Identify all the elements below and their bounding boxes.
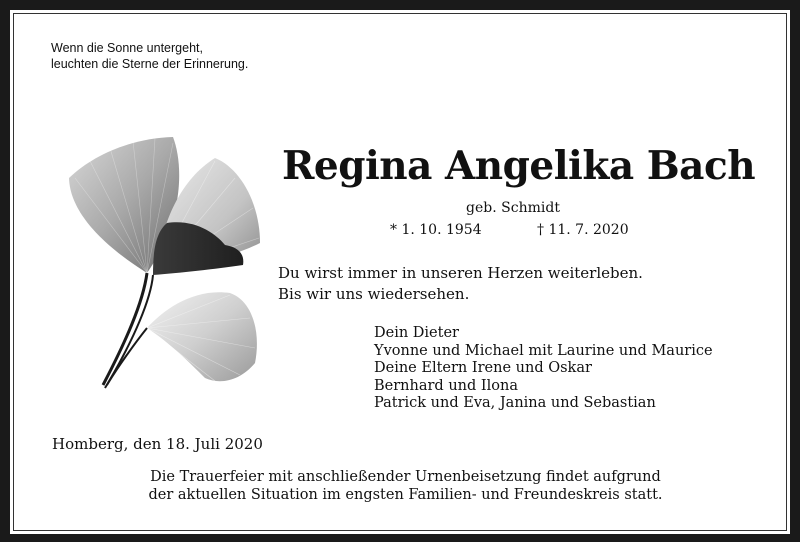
funeral-notice	[52, 468, 759, 504]
verse-line-2: Bis wir uns wiedersehen.	[278, 285, 470, 303]
place-date: Homberg, den 18. Juli 2020	[52, 435, 263, 453]
mourner-line: Bernhard und Ilona	[374, 377, 518, 394]
birth-date: * 1. 10. 1954	[390, 222, 482, 238]
motto-line-1: Wenn die Sonne untergeht,	[51, 41, 203, 55]
mourner-line: Deine Eltern Irene und Oskar	[374, 360, 592, 376]
notice-line-1: Die Trauerfeier mit anschließender Urnenbeisetzung findet aufgrund	[150, 469, 661, 485]
ginkgo-leaf-icon	[55, 123, 265, 393]
verse	[278, 263, 643, 305]
born-name: geb. Schmidt	[466, 200, 560, 216]
mourner-line: Patrick und Eva, Janina und Sebastian	[374, 395, 656, 411]
motto-line-2: leuchten die Sterne der Erinnerung.	[51, 57, 249, 71]
deceased-name: Regina Angelika Bach	[282, 143, 756, 189]
verse-line-1: Du wirst immer in unseren Herzen weiterleben.	[278, 264, 643, 282]
motto	[51, 40, 248, 72]
mourner-line: Dein Dieter	[374, 325, 459, 341]
mourners-list	[374, 325, 713, 413]
notice-line-2: der aktuellen Situation im engsten Familien- und Freundeskreis statt.	[148, 487, 663, 503]
mourner-line: Yvonne und Michael mit Laurine und Maurice	[374, 342, 713, 359]
death-date: † 11. 7. 2020	[537, 222, 629, 238]
